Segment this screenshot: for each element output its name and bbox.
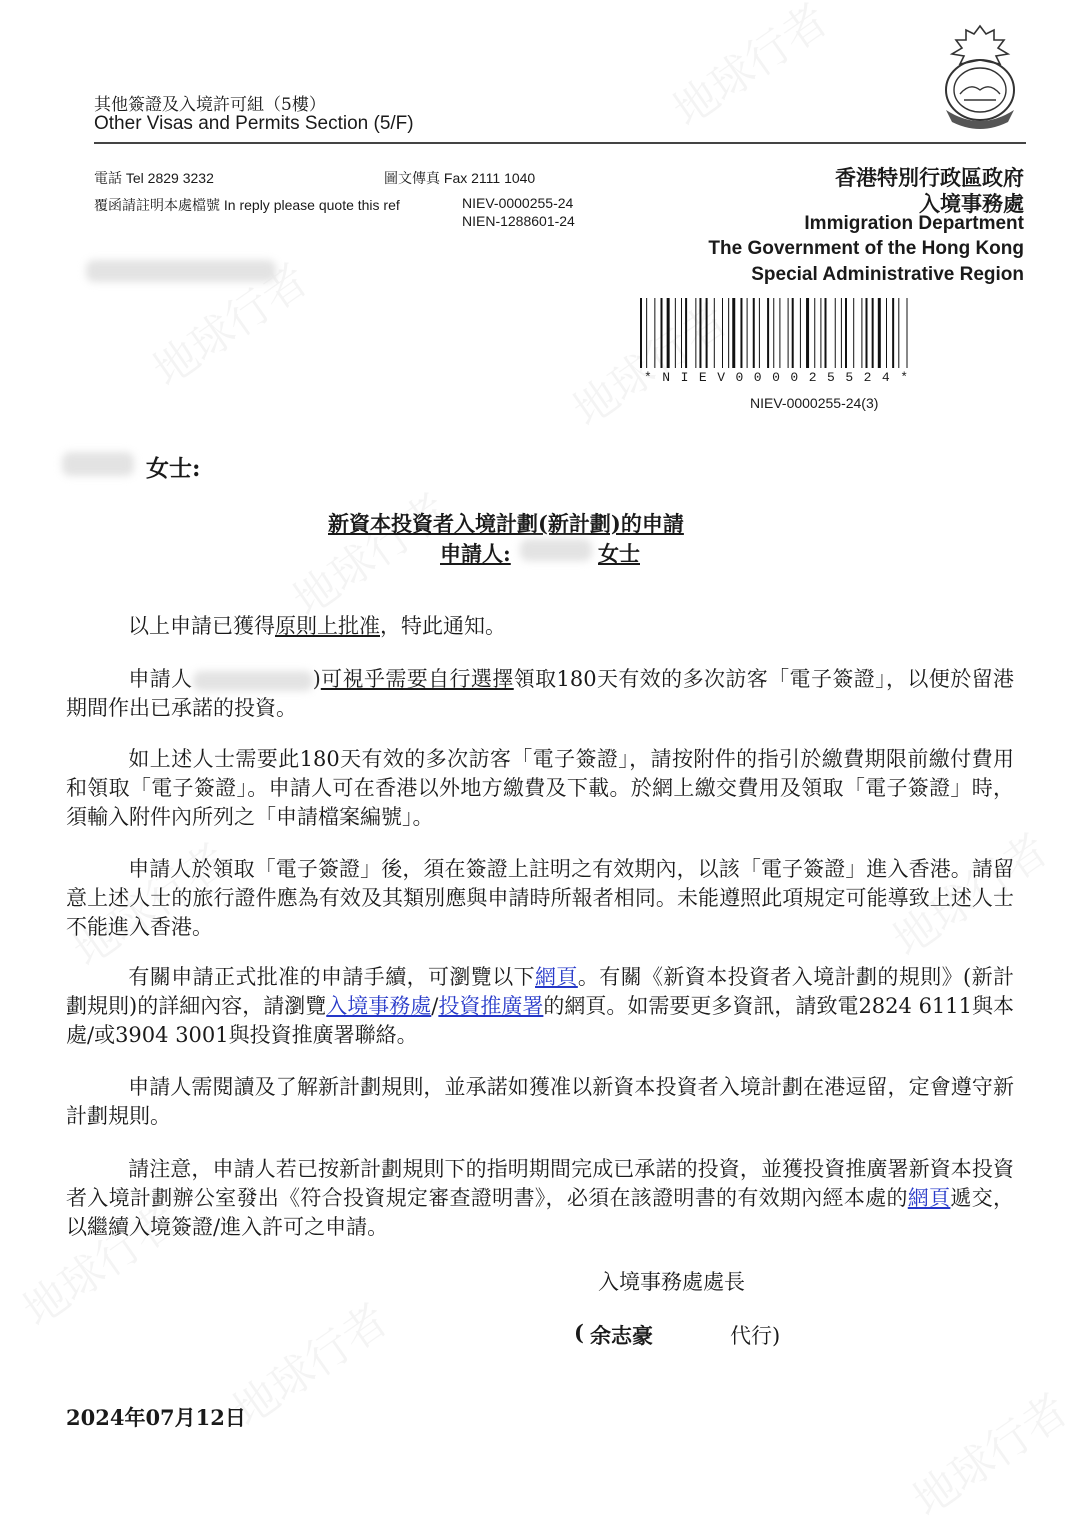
barcode-bar: [898, 298, 899, 368]
watermark: [658, 0, 839, 139]
barcode-bar: [814, 298, 815, 368]
barcode-bar: [820, 298, 821, 368]
text: 。有關《新資本投資者入境計劃的規則》(新計劃規則)的詳細內容，請瀏覽: [66, 965, 1015, 1018]
watermark: [898, 1375, 1079, 1528]
barcode-bar: [732, 298, 735, 368]
salutation: 女士:: [146, 455, 201, 482]
barcode-bar: [753, 298, 755, 368]
barcode-bar: [767, 298, 769, 368]
letter-date: 2024年07月12日: [66, 1405, 246, 1430]
text: 有關申請正式批准的申請手續，可瀏覽以下: [128, 965, 535, 989]
barcode-bar: [667, 298, 670, 368]
telephone-number: 電話 Tel 2829 3232: [94, 170, 214, 186]
barcode-bar: [681, 298, 682, 368]
reference-number-2: NIEN-1288601-24: [462, 213, 575, 229]
redacted-name: [62, 452, 134, 476]
barcode-bar: [728, 298, 729, 368]
text: 申請人: [128, 667, 193, 691]
webpage-link[interactable]: 網頁: [907, 1186, 951, 1210]
barcode-bar: [706, 298, 708, 368]
paragraph-rules-info: [66, 963, 1014, 1050]
barcode-bar: [788, 298, 789, 368]
signature-title: 入境事務處處長: [598, 1270, 745, 1294]
barcode-bar: [740, 298, 742, 368]
investment-promotion-link[interactable]: 投資推廣署: [438, 994, 544, 1018]
section-name-chinese: 其他簽證及入境許可組（5樓）: [94, 95, 326, 115]
paragraph-note: [66, 1155, 1014, 1242]
barcode-bar: [892, 298, 894, 368]
text-underlined: 原則上批准: [275, 614, 380, 638]
government-name-chinese-1: 香港特別行政區政府: [835, 165, 1024, 190]
barcode-bar: [773, 298, 774, 368]
text: /: [431, 994, 439, 1018]
barcode-bar: [845, 298, 847, 368]
webpage-link[interactable]: 網頁: [535, 965, 578, 989]
barcode-bar: [685, 298, 687, 368]
text: 申請人於領取「電子簽證」後，須在簽證上註明之有效期內，以該「電子簽證」進入香港。請留意上述人士的旅行證件應為有效及其類別應與申請時所報者相同。未能遵照此項規定可能導致上述人士不能進入香港。: [66, 857, 1014, 939]
barcode-bar: [841, 298, 842, 368]
paragraph-payment: [66, 745, 1014, 832]
text-underlined: 可視乎需要自行選擇: [320, 667, 514, 691]
barcode-bar: [806, 298, 809, 368]
text: 如上述人士需要此180天有效的多次訪客「電子簽證」，請按附件的指引於繳費期限前繳付費用和領取「電子簽證」。申請人可在香港以外地方繳費及下載。於網上繳交費用及領取「電子簽證」時，須輸入附件內所列之「申請檔案編號」。: [66, 747, 1014, 829]
paragraph-entry: [66, 855, 1014, 942]
text: 請注意，申請人若已按新計劃規則下的指明期間完成已承諾的投資，並獲投資推廣署新資本投資者入境計劃辦公室發出《符合投資規定審查證明書》，必須在該證明書的有效期內經本處的: [66, 1157, 1014, 1210]
fax-number: 圖文傳真 Fax 2111 1040: [384, 170, 536, 186]
text: 申請人需閱讀及了解新計劃規則，並承諾如獲准以新資本投資者入境計劃在港逗留，定會遵守新計劃規則。: [66, 1075, 1014, 1128]
barcode-bar: [907, 298, 908, 368]
barcode-bar: [835, 298, 836, 368]
barcode-bar: [878, 298, 881, 368]
text: 遞交，以繼續入境簽證/進入許可之申請。: [66, 1186, 1015, 1239]
text: ): [312, 667, 321, 691]
section-name-english: Other Visas and Permits Section (5/F): [94, 113, 414, 134]
signature-acting: 代行): [730, 1324, 781, 1348]
text: 領取180天有效的多次訪客「電子簽證」，以便於留港期間作出已承諾的投資。: [66, 667, 1014, 720]
barcode: [640, 298, 984, 368]
barcode-bar: [759, 298, 760, 368]
header-divider: [94, 142, 1026, 144]
barcode-bar: [646, 298, 647, 368]
barcode-bar: [886, 298, 887, 368]
government-name-english-2: The Government of the Hong Kong: [708, 238, 1024, 259]
barcode-text: *NIEV0000255​24*: [644, 370, 919, 385]
barcode-bar: [800, 298, 801, 368]
barcode-bar: [695, 298, 696, 368]
barcode-bar: [792, 298, 794, 368]
signature-open-paren: (: [574, 1320, 584, 1345]
barcode-bar: [779, 298, 780, 368]
barcode-bar: [825, 298, 827, 368]
barcode-bar: [747, 298, 748, 368]
barcode-bar: [872, 298, 874, 368]
barcode-bar: [861, 298, 862, 368]
government-name-english-3: Special Administrative Region: [751, 264, 1024, 285]
hong-kong-police-emblem-icon: [938, 24, 1022, 136]
barcode-bar: [675, 298, 676, 368]
barcode-code-label: NIEV-0000255-24(3): [750, 395, 879, 411]
barcode-bar: [640, 298, 642, 368]
redacted-applicant-name: [193, 671, 313, 691]
text: ，特此通知。: [380, 614, 506, 638]
reference-number-1: NIEV-0000255-24: [462, 195, 574, 211]
barcode-bar: [866, 298, 868, 368]
government-name-english-1: Immigration Department: [804, 213, 1024, 234]
subject-applicant-suffix: 女士: [598, 541, 640, 566]
redacted-address: [86, 260, 276, 282]
barcode-bar: [853, 298, 854, 368]
paragraph-visa-option: [66, 665, 1014, 723]
subject-title: 新資本投資者入境計劃(新計劃)的申請: [328, 511, 684, 536]
barcode-bar: [714, 298, 715, 368]
redacted-applicant-name: [520, 539, 592, 561]
reference-label: 覆函請註明本處檔號 In reply please quote this ref: [94, 197, 400, 213]
text: 的網頁。如需要更多資訊，請致電2824 6111與本處/或3904 3001與投資推廣署聯絡。: [66, 994, 1015, 1047]
immigration-department-link[interactable]: 入境事務處: [326, 994, 432, 1018]
barcode-bar: [722, 298, 723, 368]
paragraph-approval: [66, 612, 1014, 641]
barcode-bar: [699, 298, 701, 368]
signatory-name: 余志豪: [590, 1323, 653, 1348]
paragraph-undertaking: [66, 1073, 1014, 1131]
subject-applicant-label: 申請人:: [440, 541, 511, 566]
barcode-bar: [661, 298, 663, 368]
government-name-chinese-2: 入境事務處: [919, 191, 1024, 216]
barcode-bar: [654, 298, 655, 368]
text: 以上申請已獲得: [128, 614, 275, 638]
watermark: [278, 475, 459, 628]
